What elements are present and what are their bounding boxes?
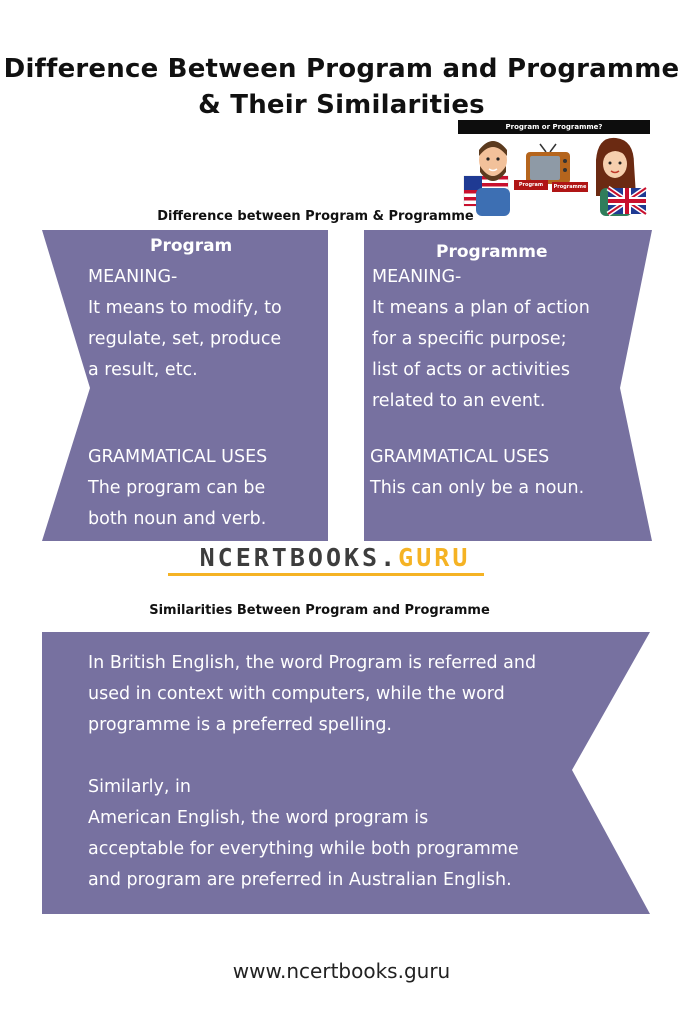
- footer-url: www.ncertbooks.guru: [232, 959, 451, 983]
- similarities-line: American English, the word program is: [88, 808, 429, 828]
- similarities-heading: Similarities Between Program and Programme: [149, 603, 490, 618]
- programme-meaning-line: list of acts or activities: [372, 360, 570, 380]
- difference-heading: Difference between Program & Programme: [157, 209, 474, 224]
- illustration-tag-program: Program: [514, 180, 548, 190]
- illustration-banner: Program or Programme?: [458, 120, 650, 134]
- programme-card-heading: Programme: [436, 242, 548, 262]
- program-uses-line: both noun and verb.: [88, 509, 267, 529]
- program-meaning-line: It means to modify, to: [88, 298, 282, 318]
- programme-meaning-label: MEANING-: [372, 267, 462, 287]
- similarities-line: and program are preferred in Australian English.: [88, 870, 512, 890]
- programme-meaning-line: related to an event.: [372, 391, 546, 411]
- programme-card: [364, 230, 652, 541]
- program-meaning-label: MEANING-: [88, 267, 178, 287]
- program-card-heading: Program: [150, 236, 233, 256]
- program-uses-label: GRAMMATICAL USES: [88, 447, 268, 467]
- programme-uses-line: This can only be a noun.: [370, 478, 585, 498]
- page-title-line-2: & Their Similarities: [198, 90, 485, 120]
- programme-uses-label: GRAMMATICAL USES: [370, 447, 550, 467]
- similarities-line: In British English, the word Program is referred and: [88, 653, 537, 673]
- similarities-line: programme is a preferred spelling.: [88, 715, 392, 735]
- program-uses-line: The program can be: [88, 478, 266, 498]
- illustration-tag-programme: Programme: [553, 184, 587, 190]
- similarities-line: acceptable for everything while both programme: [88, 839, 519, 859]
- programme-meaning-line: for a specific purpose;: [372, 329, 567, 349]
- page-title-line-1: Difference Between Program and Programme: [3, 54, 680, 84]
- similarities-card: [88, 648, 588, 896]
- brand-underline: [168, 573, 484, 576]
- program-meaning-line: a result, etc.: [88, 360, 198, 380]
- program-card: [42, 230, 328, 541]
- programme-meaning-line: It means a plan of action: [372, 298, 590, 318]
- brand-logo-part-1: NCERTBOOKS.: [199, 543, 399, 572]
- brand-logo-part-2: GURU: [398, 543, 471, 572]
- program-meaning-line: regulate, set, produce: [88, 329, 282, 349]
- similarities-line: used in context with computers, while the word: [88, 684, 505, 704]
- similarities-line: Similarly, in: [88, 777, 191, 797]
